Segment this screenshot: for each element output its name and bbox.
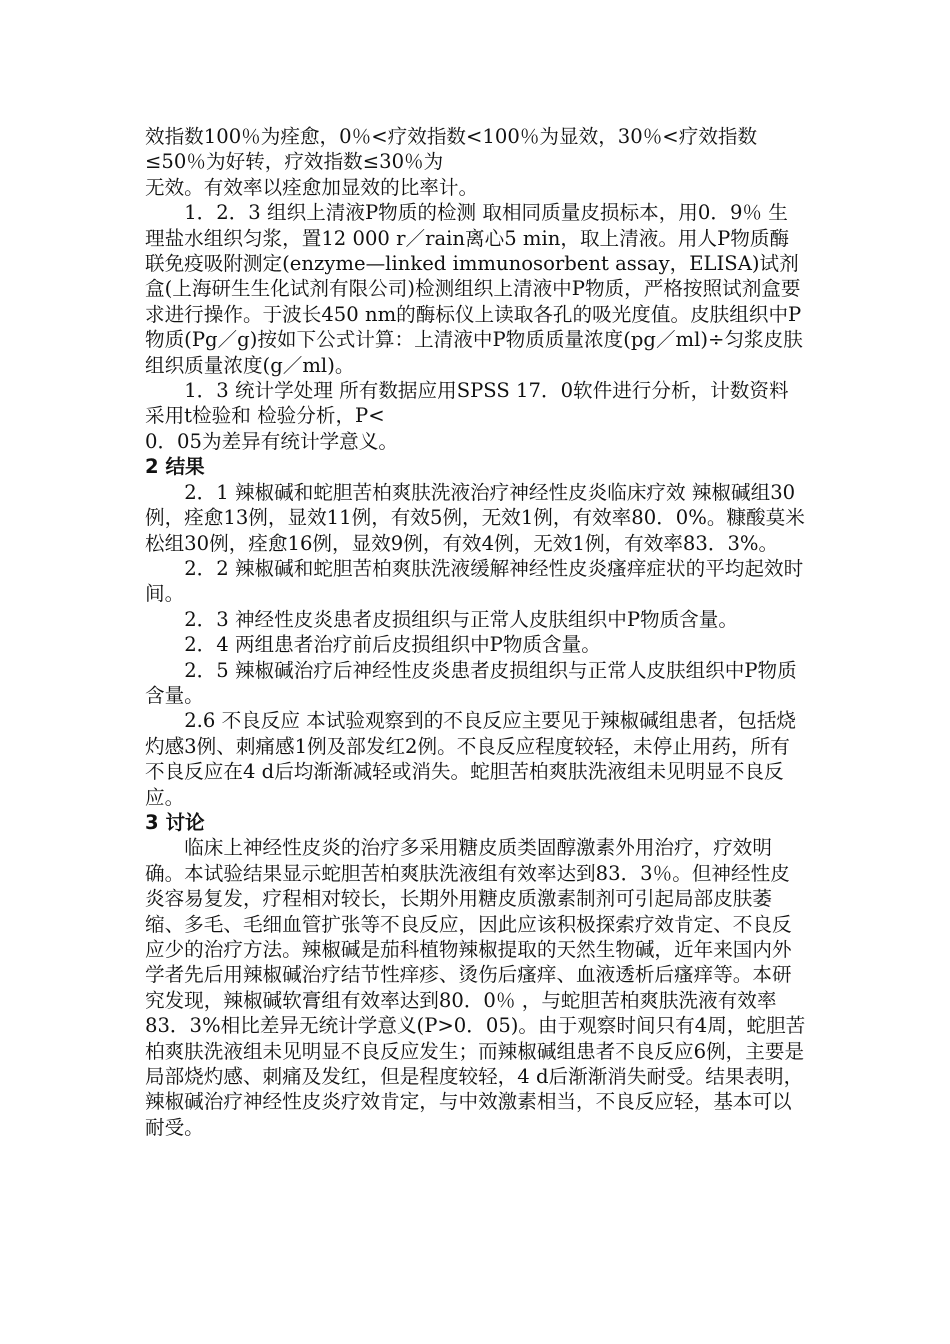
- paragraph-2-3: 2．3 神经性皮炎患者皮损组织与正常人皮肤组织中P物质含量。: [184, 607, 738, 631]
- paragraph-2-4: 2．4 两组患者治疗前后皮损组织中P物质含量。: [184, 633, 601, 657]
- paragraph-2-2: 2．2 辣椒碱和蛇胆苦柏爽肤洗液缓解神经性皮炎瘙痒症状的平均起效时间。: [145, 556, 804, 606]
- paragraph-efficacy-rate: 无效。有效率以痊愈加显效的比率计。: [145, 175, 479, 199]
- section-heading-discussion: 3 讨论: [145, 810, 205, 834]
- section-heading-results: 2 结果: [145, 455, 205, 479]
- paragraph-1-3: 1．3 统计学处理 所有数据应用SPSS 17．0软件进行分析，计数资料采用t检验和 检验分析，P<: [145, 379, 789, 428]
- paragraph-2-1: 2．1 辣椒碱和蛇胆苦柏爽肤洗液治疗神经性皮炎临床疗效 辣椒碱组30例，痊愈13例，显效11例，有效5例，无效1例，有效率80．0%。糠酸莫米松组30例，痊愈16例，显效9例，有效4例，无效1例，有效率83．3%。: [145, 480, 805, 555]
- paragraph-2-6: 2.6 不良反应 本试验观察到的不良反应主要见于辣椒碱组患者，包括烧灼感3例、刺痛感1例及部发红2例。不良反应程度较轻，未停止用药，所有不良反应在4 d后均渐渐减轻或消失。蛇胆苦柏爽肤洗液组未见明显不良反应。: [145, 709, 797, 809]
- document-page: [145, 124, 807, 1140]
- paragraph-1-3-cont: 0．05为差异有统计学意义。: [145, 429, 398, 453]
- paragraph-discussion: 临床上神经性皮炎的治疗多采用糖皮质类固醇激素外用治疗，疗效明确。本试验结果显示蛇胆苦柏爽肤洗液组有效率达到83．3％。但神经性皮炎容易复发，疗程相对较长，长期外用糖皮质激素制剂可引起局部皮肤萎缩、多毛、毛细血管扩张等不良反应，因此应该积极探索疗效肯定、不良反应少的治疗方法。辣椒碱是茄科植物辣椒提取的天然生物碱，近年来国内外学者先后用辣椒碱治疗结节性痒疹、烫伤后瘙痒、血液透析后瘙痒等。本研究发现，辣椒碱软膏组有效率达到80．0％ ，与蛇胆苦柏爽肤洗液有效率83．3%相比差异无统计学意义(P>0．05)。由于观察时间只有4周，蛇胆苦柏爽肤洗液组未见明显不良反应发生；而辣椒碱组患者不良反应6例，主要是局部烧灼感、刺痛及发红，但是程度较轻，4 d后渐渐消失耐受。结果表明，辣椒碱治疗神经性皮炎疗效肯定，与中效激素相当，不良反应轻，基本可以耐受。: [145, 836, 806, 1139]
- paragraph-efficacy-criteria: 效指数100％为痊愈，0％<疗效指数<100％为显效，30％<疗效指数≤50％为好转，疗效指数≤30％为: [145, 125, 758, 174]
- paragraph-2-5: 2．5 辣椒碱治疗后神经性皮炎患者皮损组织与正常人皮肤组织中P物质含量。: [145, 658, 797, 707]
- paragraph-1-2-3: 1．2．3 组织上清液P物质的检测 取相同质量皮损标本，用0．9％ 生理盐水组织匀浆，置12 000 r／rain离心5 min，取上清液。用人P物质酶联免疫吸附测定(enzyme—linked immunosorbent assay，ELISA)试剂盒(上海研生生化试剂有限公司)检测组织上清液中P物质，严格按照试剂盒要求进行操作。于波长450 nm的酶标仪上读取各孔的吸光度值。皮肤组织中P物质(Pg／g)按如下公式计算：上清液中P物质质量浓度(pg／ml)÷匀浆皮肤组织质量浓度(g／ml)。: [145, 201, 803, 377]
